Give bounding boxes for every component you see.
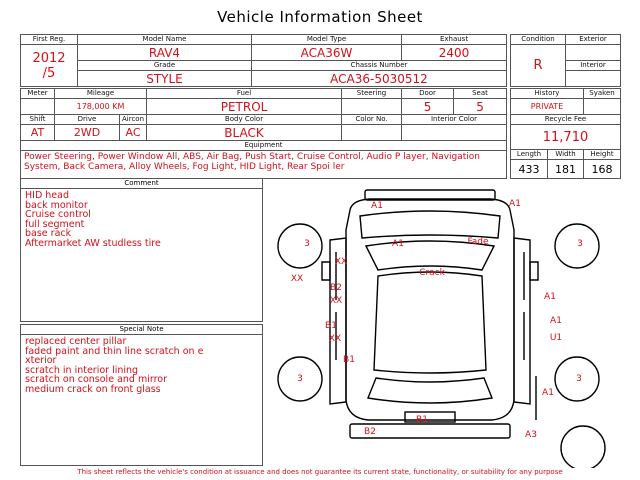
first-reg-year: 2012 <box>32 50 66 66</box>
first-reg-month: /5 <box>42 65 56 81</box>
model-name-value: RAV4 <box>78 45 252 61</box>
first-reg-value <box>21 45 78 87</box>
height-value: 168 <box>584 160 621 179</box>
steering-value <box>342 99 402 115</box>
damage-mark: U1 <box>549 333 563 343</box>
damage-mark: A1 <box>542 388 554 398</box>
door-label: Door <box>402 89 454 99</box>
car-damage-diagram <box>262 178 638 468</box>
damage-mark: XX <box>290 274 304 284</box>
color-no-label: Color No. <box>342 115 402 125</box>
history-value: PRIVATE <box>511 99 584 115</box>
specs-table <box>20 88 507 179</box>
special-note-box <box>20 324 263 466</box>
length-value: 433 <box>511 160 548 179</box>
damage-mark: B2 <box>364 427 376 437</box>
history-label: History <box>511 89 584 99</box>
aircon-label: Aircon <box>120 115 147 125</box>
comment-label: Comment <box>21 179 262 189</box>
condition-label: Condition <box>511 35 566 45</box>
right-mirror-outline <box>530 262 538 280</box>
syaken-value <box>584 99 621 115</box>
left-mirror-outline <box>322 262 330 280</box>
aircon-value: AC <box>120 125 147 141</box>
disclaimer-footer: This sheet reflects the vehicle's condition at issuance and does not guarantee its current state, functionality, or suitability for any purpose <box>77 468 563 476</box>
drive-label: Drive <box>55 115 120 125</box>
damage-mark: B1 <box>416 415 428 425</box>
spare-wheel <box>561 426 605 468</box>
damage-mark: A1 <box>544 292 556 302</box>
damage-mark: B1 <box>343 355 355 365</box>
damage-mark: B1 <box>325 321 337 331</box>
seat-value: 5 <box>454 99 507 115</box>
equipment-value: Power Steering, Power Window All, ABS, Air Bag, Push Start, Cruise Control, Audio P layer, Navigation System, Back Camera, Alloy Wheels, Fog Light, HID Light, Rear Spoi ler <box>21 151 507 179</box>
damage-mark: XX <box>334 257 348 267</box>
history-table <box>510 88 621 179</box>
interior-color-value <box>402 125 507 141</box>
equipment-label: Equipment <box>21 141 507 151</box>
first-reg-label: First Reg. <box>21 35 78 45</box>
comment-text: HID head back monitor Cruise control full segment base rack Aftermarket AW studless tire <box>25 190 161 249</box>
special-note-label: Special Note <box>21 325 262 335</box>
interior-value <box>566 71 621 87</box>
hood-outline <box>360 211 500 238</box>
width-value: 181 <box>548 160 584 179</box>
chassis-number-label: Chassis Number <box>252 61 507 71</box>
fuel-label: Fuel <box>147 89 342 99</box>
door-value: 5 <box>402 99 454 115</box>
drive-value: 2WD <box>55 125 120 141</box>
mileage-label: Mileage <box>55 89 147 99</box>
damage-mark: 3 <box>297 374 303 384</box>
length-label: Length <box>511 150 548 160</box>
comment-box <box>20 178 263 322</box>
damage-mark: A1 <box>371 201 383 211</box>
page-title: Vehicle Information Sheet <box>217 8 423 26</box>
damage-mark: Fade <box>467 237 489 247</box>
color-no-value <box>342 125 402 141</box>
recycle-fee-value: 11,710 <box>511 125 621 150</box>
model-type-value: ACA36W <box>252 45 402 61</box>
fuel-value: PETROL <box>147 99 342 115</box>
damage-mark: 3 <box>304 239 310 249</box>
damage-mark: Crack <box>419 268 445 278</box>
chassis-number-value: ACA36-5030512 <box>252 71 507 87</box>
damage-mark: 3 <box>577 239 583 249</box>
body-color-value: BLACK <box>147 125 342 141</box>
roof-outline <box>374 272 486 373</box>
exhaust-value: 2400 <box>402 45 507 61</box>
recycle-fee-label: Recycle Fee <box>511 115 621 125</box>
damage-mark: 3 <box>576 374 582 384</box>
damage-mark: XX <box>329 296 343 306</box>
exhaust-label: Exhaust <box>402 35 507 45</box>
car-body-outline <box>346 199 514 420</box>
special-note-text: replaced center pillar faded paint and thin line scratch on e xterior scratch in interior lining scratch on console and mirror medium crack on front glass <box>25 336 204 395</box>
exterior-value <box>566 45 621 61</box>
meter-value <box>21 99 55 115</box>
damage-mark: A1 <box>509 199 521 209</box>
exterior-label: Exterior <box>566 35 621 45</box>
height-label: Height <box>584 150 621 160</box>
damage-mark: A1 <box>550 316 562 326</box>
seat-label: Seat <box>454 89 507 99</box>
width-label: Width <box>548 150 584 160</box>
interior-color-label: Interior Color <box>402 115 507 125</box>
condition-value: R <box>511 45 566 87</box>
shift-value: AT <box>21 125 55 141</box>
mileage-value: 178,000 KM <box>55 99 147 115</box>
grade-label: Grade <box>78 61 252 71</box>
right-side-outline <box>514 238 530 404</box>
body-color-label: Body Color <box>147 115 342 125</box>
vehicle-info-table <box>20 34 507 87</box>
wheel-front-left <box>278 224 322 268</box>
damage-mark: XX <box>328 334 342 344</box>
shift-label: Shift <box>21 115 55 125</box>
damage-mark: A3 <box>525 430 537 440</box>
model-type-label: Model Type <box>252 35 402 45</box>
damage-mark: A1 <box>392 239 404 249</box>
damage-mark: B2 <box>330 283 342 293</box>
condition-table <box>510 34 621 87</box>
rear-window-outline <box>368 378 492 403</box>
grade-value: STYLE <box>78 71 252 87</box>
syaken-label: Syaken <box>584 89 621 99</box>
model-name-label: Model Name <box>78 35 252 45</box>
interior-label: Interior <box>566 61 621 71</box>
steering-label: Steering <box>342 89 402 99</box>
meter-label: Meter <box>21 89 55 99</box>
